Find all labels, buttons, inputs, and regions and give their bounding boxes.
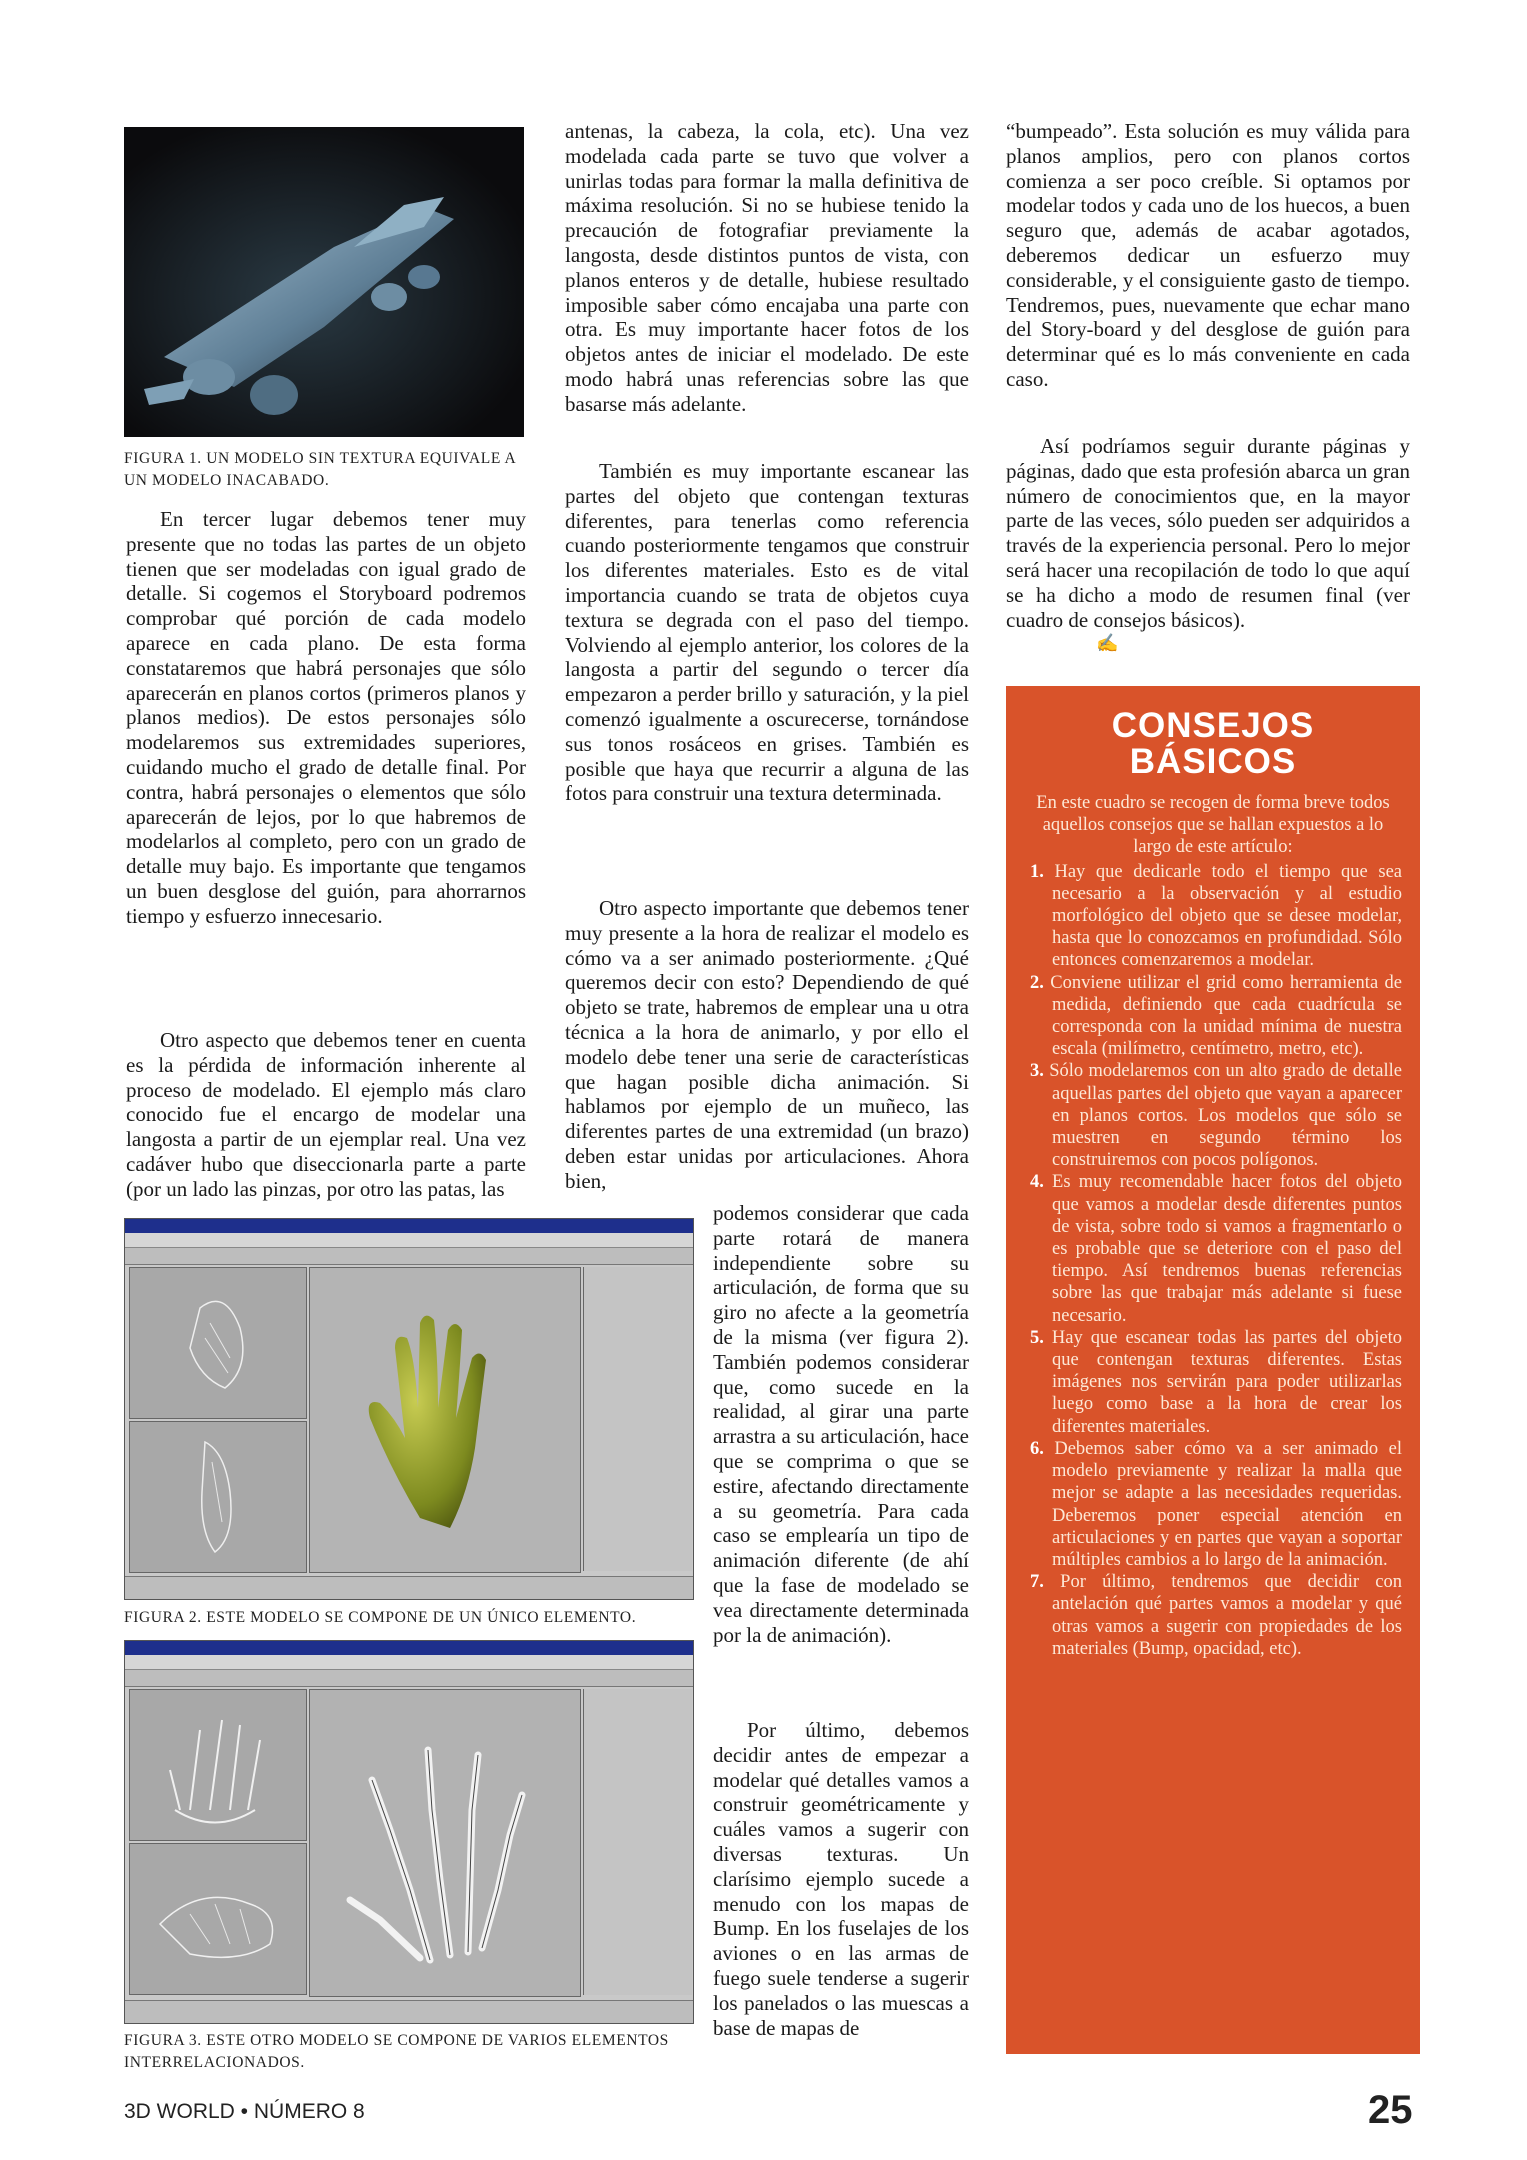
box-title-line-1: CONSEJOS — [1111, 706, 1315, 745]
col2-paragraph-4: Por último, debemos decidir antes de empezar a modelar qué detalles vamos a construir geométricamente y cuáles vamos a sugerir con diversas texturas. Un clarísimo ejemplo sucede a menudo con los mapas de Bump. En los fuselajes de los aviones o en las armas de fuego suele tenderse a sugerir los panelados o las muescas a base de mapas de — [713, 1718, 969, 2040]
tip-number: 2. — [1030, 972, 1044, 993]
tip-3 — [1024, 1060, 1402, 1171]
tip-text: Hay que dedicarle todo el tiempo que sea necesario a la observación y al estudio morfológico del objeto que se desee modelar, hasta que lo conozcamos en profundidad. Sólo entonces comenzaremos a modelar. — [1052, 861, 1402, 971]
col2-paragraph-3-continued: podemos considerar que cada parte rotará de manera independiente sobre su articulación, de forma que su giro no afecte a la geometría de la misma (ver figura 2). También podemos considerar que, como sucede en la realidad, al girar una parte arrastra a su articulación, hace que se comprima o que se estire, afectando directamente a su geometría. Para cada caso se emplearía un tipo de animación diferente (de ahí que la fase de modelado se vea directamente determinada por la de animación). — [713, 1201, 969, 1647]
tip-1 — [1024, 861, 1402, 972]
tips-list — [1024, 861, 1402, 1660]
tip-number: 3. — [1030, 1061, 1044, 1082]
figure-2-statusbar — [125, 1576, 693, 1599]
col2-paragraph-3: Otro aspecto importante que debemos tener muy presente a la hora de realizar el modelo es cómo va a ser animado posteriormente. ¿Qué queremos decir con esto? Dependiendo de qué objeto se trate, habremos de emplear una u otra técnica a la hora de animarlo, y por ello el modelo debe tener una serie de características que hagan posible dicha animación. Si hablamos por ejemplo de un muñeco, las diferentes partes de una extremidad (un brazo) deben estar unidas por articulaciones. Ahora bien, — [565, 896, 969, 1193]
figure-3-screenshot — [124, 1640, 694, 2024]
tip-text: Conviene utilizar el grid como herramienta de medida, definiendo que cada cuadrícula se corresponda con la unidad mínima de nuestra escala (milímetro, centímetro, metro, etc). — [1050, 972, 1403, 1060]
col3-paragraph-1: “bumpeado”. Esta solución es muy válida para planos amplios, pero con planos cortos comienza a ser poco creíble. Si optamos por modelar todos y cada uno de los huecos, a buen seguro que, además de acabar agotados, deberemos dedicar un esfuerzo muy considerable, y el consiguiente gasto de tiempo. Tendremos, pues, nuevamente que echar mano del Story-board y del desglose de guión para determinar qué es lo más conveniente en cada caso. — [1006, 119, 1410, 391]
figure-2-viewport-bottom-left — [129, 1421, 307, 1573]
footer-magazine: 3D WORLD • NÚMERO 8 — [124, 2100, 365, 2123]
hand-3d-model-icon — [310, 1268, 580, 1572]
tip-number: 7. — [1030, 1572, 1044, 1593]
tip-7 — [1024, 1571, 1402, 1660]
hand-wireframe-icon — [130, 1422, 306, 1572]
figure-3-menubar — [125, 1655, 693, 1670]
tip-number: 4. — [1030, 1172, 1044, 1193]
box-intro: En este cuadro se recogen de forma breve todos aquellos consejos que se hallan expuestos a lo largo de este artículo: — [1036, 793, 1390, 858]
tip-2 — [1024, 972, 1402, 1061]
tip-4 — [1024, 1171, 1402, 1326]
hand-wireframe-icon — [130, 1268, 306, 1418]
figure-3-statusbar — [125, 2000, 693, 2023]
figure-2-titlebar — [125, 1219, 693, 1233]
figure-2-command-panel — [583, 1267, 692, 1571]
figure-2-menubar — [125, 1233, 693, 1248]
col1-paragraph-1: En tercer lugar debemos tener muy presente que no todas las partes de un objeto tienen que ser modeladas con igual grado de detalle. Si cogemos el Storyboard podremos comprobar qué porción de cada modelo aparece en cada plano. De esta forma constataremos que habrá personajes que sólo aparecerán en planos cortos (primeros planos y planos medios). De estos personajes sólo modelaremos sus extremidades superiores, cuidando mucho el grado de detalle final. Por contra, habrá personajes o elementos que sólo aparecerán de lejos, por lo que habremos de modelarlos al completo, pero con un grado de detalle muy bajo. Es importante que tengamos un buen desglose del guión, para ahorrarnos tiempo y esfuerzo innecesario. — [126, 507, 526, 928]
figure-3-toolbar — [125, 1670, 693, 1687]
figure-2-caption: FIGURA 2. ESTE MODELO SE COMPONE DE UN ÚNICO ELEMENTO. — [124, 1609, 637, 1626]
figure-2-screenshot — [124, 1218, 694, 1600]
figure-3-command-panel — [583, 1689, 692, 1995]
tip-text: Por último, tendremos que decidir con antelación qué partes vamos a modelar y qué otras vamos a sugerir con propiedades de los materiales (Bump, opacidad, etc). — [1052, 1572, 1403, 1659]
figure-3-viewport-perspective — [309, 1689, 581, 1997]
figure-1-caption: FIGURA 1. UN MODELO SIN TEXTURA EQUIVALE A UN MODELO INACABADO. — [124, 450, 516, 489]
figure-2-viewport-perspective — [309, 1267, 581, 1573]
page-number: 25 — [1368, 2088, 1413, 2132]
col1-paragraph-2: Otro aspecto que debemos tener en cuenta es la pérdida de información inherente al proceso de modelado. El ejemplo más claro conocido fue el encargo de modelar una langosta a partir de un ejemplar real. Una vez cadáver hubo que diseccionarla parte a parte (por un lado las pinzas, por otro las patas, las — [126, 1028, 526, 1201]
tip-number: 5. — [1030, 1327, 1044, 1348]
tip-number: 6. — [1030, 1438, 1044, 1459]
race-car-icon — [124, 127, 524, 437]
col2-paragraph-1: antenas, la cabeza, la cola, etc). Una vez modelada cada parte se tuvo que volver a unirlas todas para formar la malla definitiva de máxima resolución. Si no se hubiese tenido la precaución de fotografiar previamente la langosta, desde distintos puntos de vista, con planos enteros y de detalle, hubiese resultado imposible saber cómo encajaba una parte con otra. Es muy importante hacer fotos de los objetos antes de iniciar el modelado. De este modo habrá unas referencias sobre las que basarse más adelante. — [565, 119, 969, 416]
end-of-article-icon: ✍ — [1096, 633, 1119, 653]
figure-3-caption: FIGURA 3. ESTE OTRO MODELO SE COMPONE DE VARIOS ELEMENTOS INTERRELACIONADOS. — [124, 2032, 669, 2071]
tip-text: Debemos saber cómo va a ser animado el modelo previamente y realizar la malla que mejor se adapte a las necesidades requeridas. Deberemos poner especial atención en articulaciones y en partes que vayan a soportar múltiples cambios a lo largo de la animación. — [1052, 1438, 1402, 1570]
col3-paragraph-2: Así podríamos seguir durante páginas y páginas, dado que esta profesión abarca un gran número de conocimientos que, en la mayor parte de las veces, sólo pueden ser adquiridos a través de la experiencia personal. Pero lo mejor será hacer una recopilación de todo lo que aquí se ha dicho a modo de resumen final (ver cuadro de consejos básicos). — [1006, 434, 1410, 632]
hand-skeleton-side-icon — [130, 1844, 306, 1994]
tip-6 — [1024, 1438, 1402, 1571]
consejos-basicos-box — [1006, 686, 1420, 2054]
tip-5 — [1024, 1327, 1402, 1438]
figure-3-viewport-bottom-left — [129, 1843, 307, 1995]
tip-text: Sólo modelaremos con un alto grado de detalle aquellas partes del objeto que vayan a aparecer en planos cortos. Los modelos que sólo se muestren en segundo término los construiremos con pocos polígonos. — [1049, 1061, 1403, 1171]
figure-3-viewport-top-left — [129, 1689, 307, 1841]
box-title-line-2: BÁSICOS — [1129, 742, 1297, 781]
tip-text: Es muy recomendable hacer fotos del objeto que vamos a modelar desde diferentes puntos de vista, sobre todo si vamos a fragmentarlo o es probable que se deteriore con el paso del tiempo. Así tendremos buenas referencias sobre las que trabajar más adelante si fuese necesario. — [1052, 1172, 1402, 1326]
figure-2-viewport-top-left — [129, 1267, 307, 1419]
figure-1-render — [124, 127, 524, 437]
figure-2-toolbar — [125, 1248, 693, 1265]
col2-paragraph-2: También es muy importante escanear las partes del objeto que contengan texturas diferentes, para tenerlas como referencia cuando posteriormente tengamos que construir los diferentes materiales. Esto es de vital importancia cuando se trata de objetos cuya textura se degrada con el paso del tiempo. Volviendo al ejemplo anterior, los colores de la langosta a partir del segundo o tercer día empezaron a perder brillo y saturación, y la piel comenzó igualmente a oscurecerse, tornándose sus tonos rosáceos en grises. También es posible que haya que recurrir a alguna de las fotos para construir una textura determinada. — [565, 459, 969, 806]
hand-skeleton-wireframe-icon — [130, 1690, 306, 1840]
tip-text: Hay que escanear todas las partes del objeto que contengan texturas diferentes. Estas imágenes nos servirán para poder utilizarlas luego como base a la hora de crear los diferentes materiales. — [1051, 1327, 1402, 1437]
figure-3-titlebar — [125, 1641, 693, 1655]
hand-skeleton-3d-icon — [310, 1690, 580, 1996]
tip-number: 1. — [1030, 861, 1044, 882]
